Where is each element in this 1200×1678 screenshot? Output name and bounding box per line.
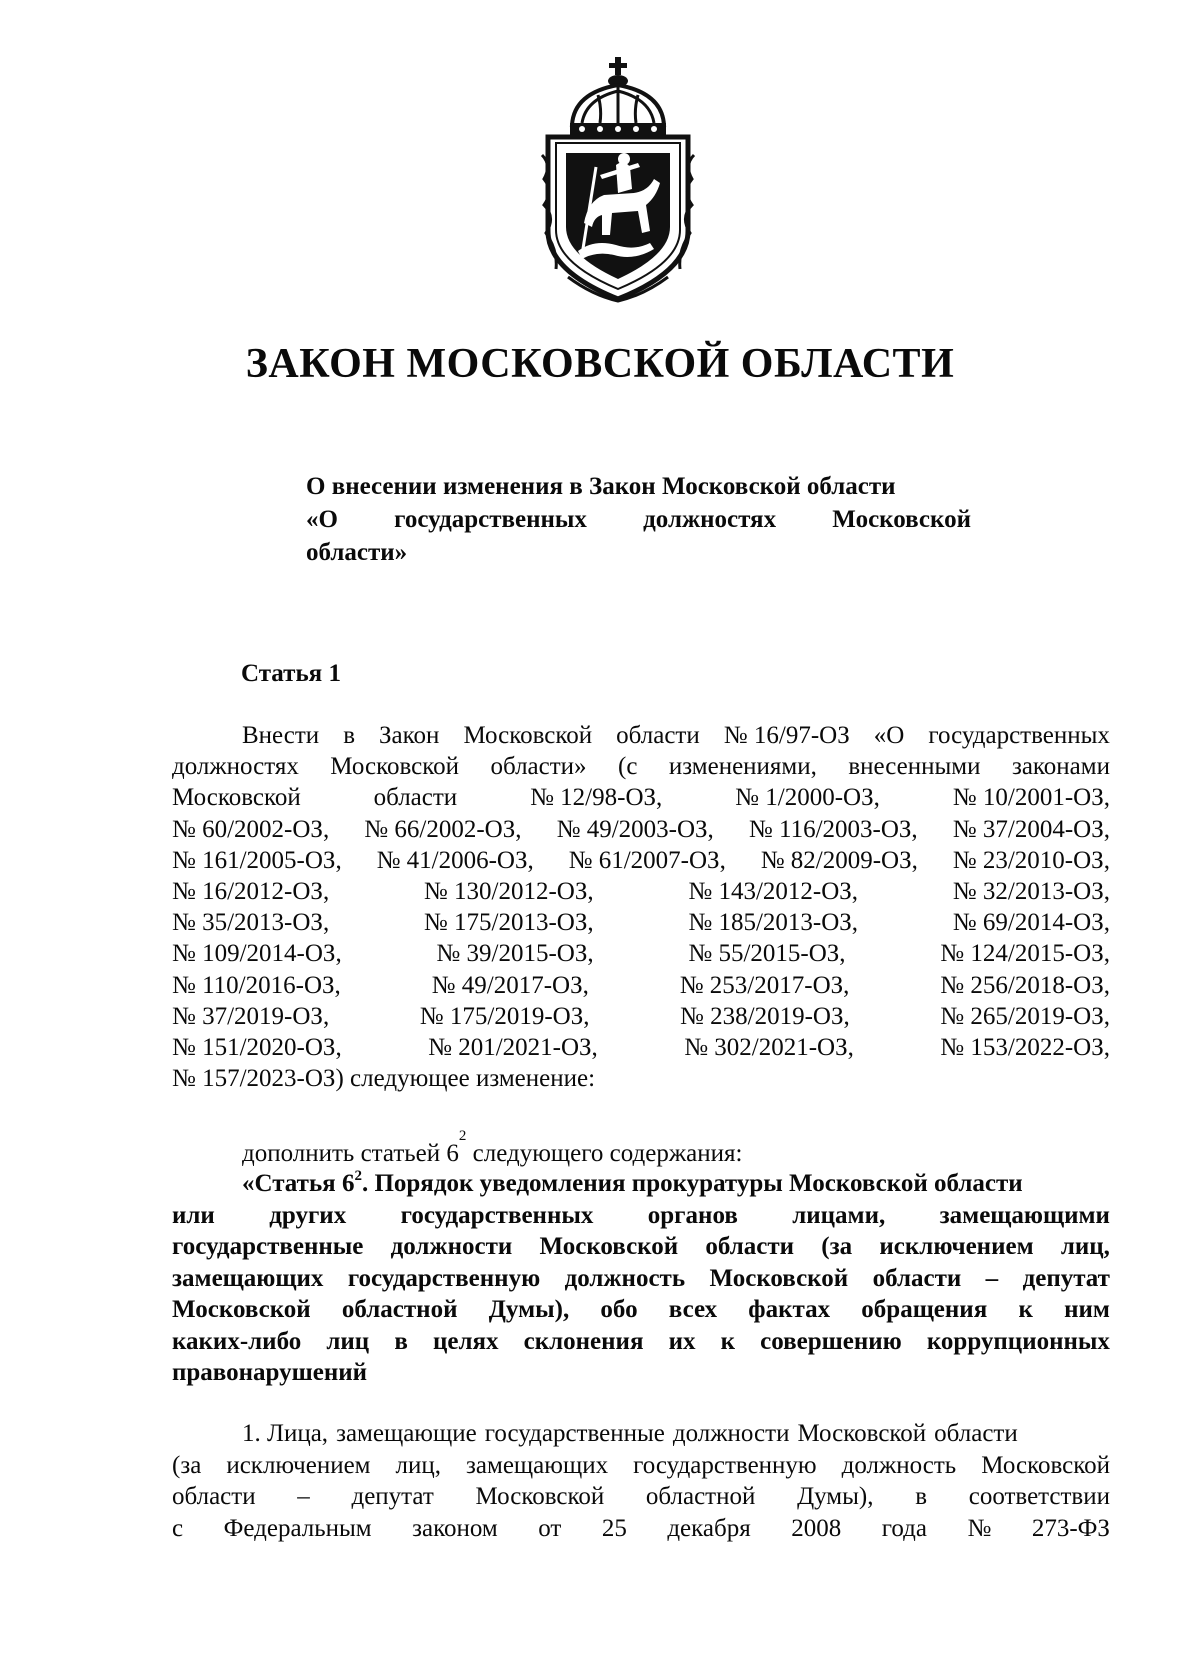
article-6-2-heading [172,1168,1110,1389]
text-line: должностях Московской области» (с изменениями, внесенными законами [172,753,1110,781]
point-1 [172,1418,1110,1544]
text-line: (за исключением лиц, замещающих государственную должность Московской [172,1451,1110,1479]
subject-line: «О государственных должностях Московской [306,506,971,533]
text-line: № 60/2002-ОЗ, № 66/2002-ОЗ, № 49/2003-ОЗ, № 116/2003-ОЗ, № 37/2004-ОЗ, [172,815,1110,843]
text-line: замещающих государственную должность Московской области – депутат [172,1264,1110,1292]
text-line: Внести в Закон Московской области № 16/97-ОЗ «О государственных [242,722,1110,749]
text-line: государственные должности Московской области (за исключением лиц, [172,1233,1110,1260]
article-heading: Статья 1 [241,660,341,687]
law-title: ЗАКОН МОСКОВСКОЙ ОБЛАСТИ [245,341,955,387]
text-line: № 110/2016-ОЗ, № 49/2017-ОЗ, № 253/2017-ОЗ, № 256/2018-ОЗ, [172,971,1110,999]
law-subject [306,470,971,569]
text-line: правонарушений [172,1359,368,1386]
text-line: с Федеральным законом от 25 декабря 2008 года № 273-ФЗ [172,1514,1110,1542]
subject-line: области» [306,539,408,566]
coat-of-arms-emblem [538,55,698,303]
supplement-line [172,1128,1110,1169]
text-line: «Статья $6^2$. Порядок уведомления прокуратуры Московской области [242,1167,1023,1197]
article-1-body [172,720,1110,1094]
text-line: № 151/2020-ОЗ, № 201/2021-ОЗ, № 302/2021-ОЗ, № 153/2022-ОЗ, [172,1033,1110,1061]
subject-line: О внесении изменения в Закон Московской области [306,473,896,500]
text-line: № 37/2019-ОЗ, № 175/2019-ОЗ, № 238/2019-ОЗ, № 265/2019-ОЗ, [172,1002,1110,1030]
text-line: каких-либо лиц в целях склонения их к совершению коррупционных [172,1327,1110,1355]
text-line: дополнить статьей 6 $^2$ следующего содержания: [242,1128,743,1167]
text-line: области – депутат Московской областной Думы), в соответствии [172,1483,1110,1510]
text-line: Московской области № 12/98-ОЗ, № 1/2000-ОЗ, № 10/2001-ОЗ, [172,784,1110,812]
text-line: 1. Лица, замещающие государственные должности Московской области [242,1420,1018,1447]
text-line: № 161/2005-ОЗ, № 41/2006-ОЗ, № 61/2007-ОЗ, № 82/2009-ОЗ, № 23/2010-ОЗ, [172,846,1110,874]
text-line: или других государственных органов лицами, замещающими [172,1201,1110,1229]
text-line: № 157/2023-ОЗ) следующее изменение: [172,1065,596,1093]
text-line: № 109/2014-ОЗ, № 39/2015-ОЗ, № 55/2015-ОЗ, № 124/2015-ОЗ, [172,940,1110,968]
text-line: № 35/2013-ОЗ, № 175/2013-ОЗ, № 185/2013-ОЗ, № 69/2014-ОЗ, [172,909,1110,937]
text-line: Московской областной Думы), обо всех фактах обращения к ним [172,1296,1110,1323]
text-line: № 16/2012-ОЗ, № 130/2012-ОЗ, № 143/2012-ОЗ, № 32/2013-ОЗ, [172,877,1110,905]
